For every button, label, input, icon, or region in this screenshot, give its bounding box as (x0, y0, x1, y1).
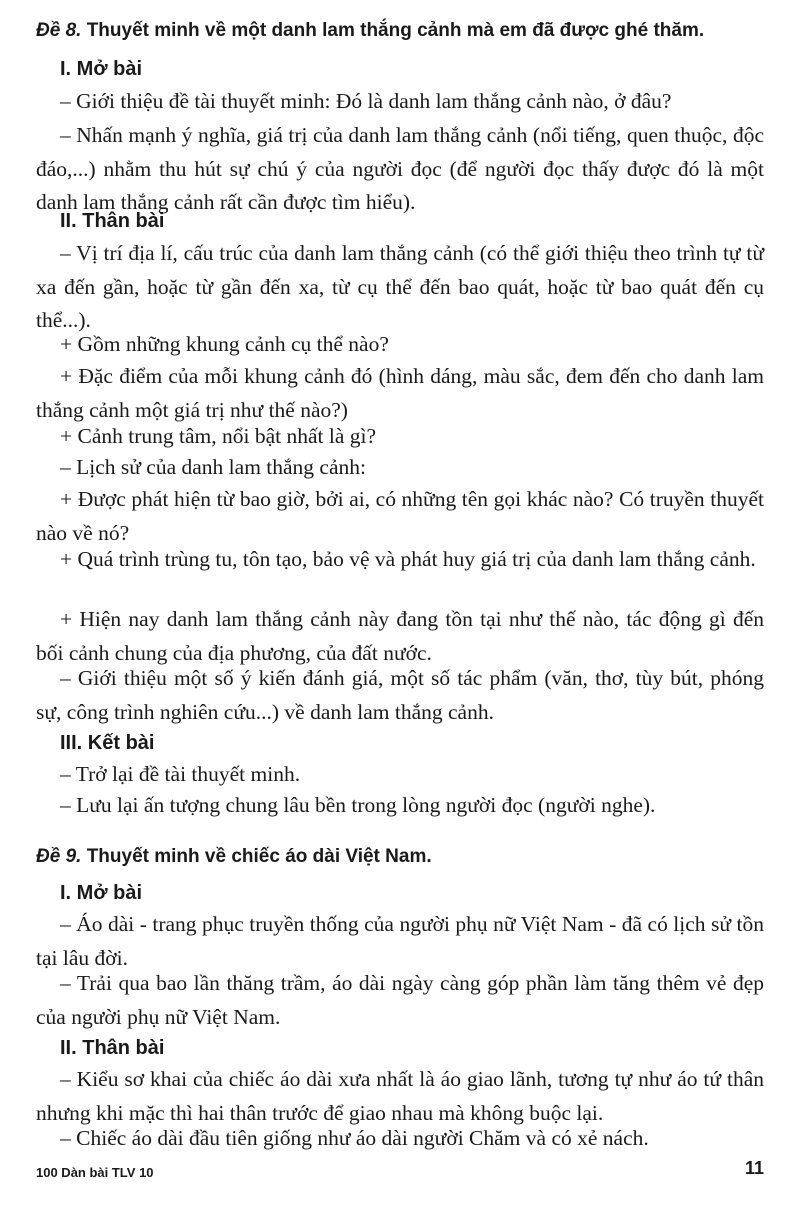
outline-item: – Lưu lại ấn tượng chung lâu bền trong lòng người đọc (người nghe). (60, 793, 656, 817)
outline-item: – Áo dài - trang phục truyền thống của người phụ nữ Việt Nam - đã có lịch sử tồn tại lâu đời. (36, 912, 764, 970)
outline-item: + Đặc điểm của mỗi khung cảnh đó (hình dáng, màu sắc, đem đến cho danh lam thắng cảnh một giá trị như thế nào?) (36, 364, 764, 422)
section-heading-than-bai: II. Thân bài (60, 210, 165, 232)
outline-item: + Được phát hiện từ bao giờ, bởi ai, có những tên gọi khác nào? Có truyền thuyết nào về nó? (36, 487, 764, 545)
prompt-text: Thuyết minh về một danh lam thắng cảnh mà em đã được ghé thăm. (86, 20, 705, 41)
outline-item: – Chiếc áo dài đầu tiên giống như áo dài người Chăm và có xẻ nách. (60, 1126, 649, 1150)
section-heading-ket-bai: III. Kết bài (60, 732, 155, 754)
outline-item: – Trải qua bao lần thăng trầm, áo dài ngày càng góp phần làm tăng thêm vẻ đẹp của người phụ nữ Việt Nam. (36, 971, 764, 1029)
outline-item: + Cảnh trung tâm, nổi bật nhất là gì? (60, 424, 377, 448)
section-heading-mo-bai: I. Mở bài (60, 882, 143, 904)
outline-item: – Lịch sử của danh lam thắng cảnh: (60, 455, 366, 479)
page-number: 11 (744, 1158, 764, 1178)
prompt-text: Thuyết minh về chiếc áo dài Việt Nam. (86, 846, 432, 867)
section-heading-than-bai: II. Thân bài (60, 1037, 165, 1059)
outline-item: – Kiểu sơ khai của chiếc áo dài xưa nhất là áo giao lãnh, tương tự như áo tứ thân nhưng khi mặc thì hai thân trước để giao nhau mà không buộc lại. (36, 1067, 764, 1125)
outline-item: – Vị trí địa lí, cấu trúc của danh lam thắng cảnh (có thể giới thiệu theo trình tự từ xa đến gần, hoặc từ gần đến xa, từ cụ thể đến bao quát, hoặc từ bao quát đến cụ thể...). (36, 241, 764, 332)
book-title: 100 Dàn bài TLV 10 (36, 1165, 154, 1180)
outline-item: + Quá trình trùng tu, tôn tạo, bảo vệ và phát huy giá trị của danh lam thắng cảnh. (60, 547, 756, 571)
prompt-label: Đề 8. (36, 20, 82, 41)
prompt-de-8 (36, 19, 776, 43)
section-heading-mo-bai: I. Mở bài (60, 58, 143, 80)
outline-item: + Hiện nay danh lam thắng cảnh này đang tồn tại như thế nào, tác động gì đến bối cảnh chung của địa phương, của đất nước. (36, 607, 764, 665)
prompt-label: Đề 9. (36, 846, 82, 867)
outline-item: – Nhấn mạnh ý nghĩa, giá trị của danh lam thắng cảnh (nổi tiếng, quen thuộc, độc đáo,...) nhằm thu hút sự chú ý của người đọc (để người đọc thấy được đó là một danh lam thắng cảnh rất cần được tìm hiểu). (36, 123, 764, 214)
outline-item: + Gồm những khung cảnh cụ thể nào? (60, 332, 389, 356)
outline-item: – Trở lại đề tài thuyết minh. (60, 762, 301, 786)
outline-item: – Giới thiệu một số ý kiến đánh giá, một số tác phẩm (văn, thơ, tùy bút, phóng sự, công trình nghiên cứu...) về danh lam thắng cảnh. (36, 666, 764, 724)
prompt-de-9 (36, 845, 776, 869)
outline-item: – Giới thiệu đề tài thuyết minh: Đó là danh lam thắng cảnh nào, ở đâu? (60, 89, 672, 113)
